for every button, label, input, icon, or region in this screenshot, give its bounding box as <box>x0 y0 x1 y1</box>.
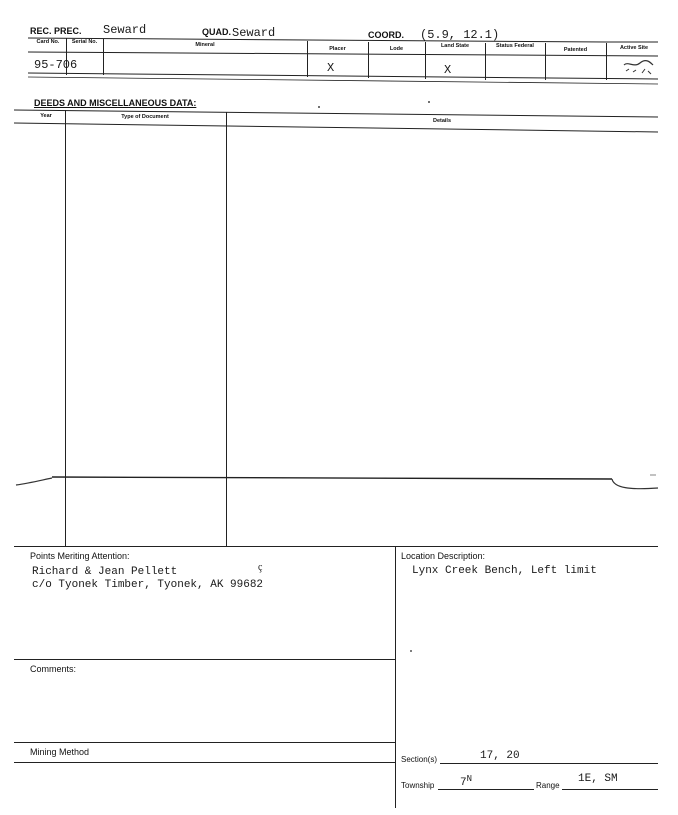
points-line-1: Richard & Jean Pellett <box>32 566 178 578</box>
points-label: Points Meriting Attention: <box>30 551 130 561</box>
col-divider <box>485 43 486 80</box>
col-divider <box>425 42 426 79</box>
bottom-section-top-rule <box>14 546 658 547</box>
scan-speck <box>410 650 412 652</box>
quad-value: Seward <box>232 26 276 40</box>
mining-bottom-rule <box>14 762 395 763</box>
location-value: Lynx Creek Bench, Left limit <box>412 565 597 577</box>
deeds-col-details: Details <box>432 118 452 124</box>
comments-label: Comments: <box>30 664 77 674</box>
township-value <box>460 774 473 789</box>
quad-label: QUAD. <box>202 27 231 37</box>
range-label: Range <box>536 781 560 790</box>
location-label: Location Description: <box>401 551 486 561</box>
col-header-patented: Patented <box>563 47 588 53</box>
bottom-center-divider <box>395 546 396 808</box>
scan-speck <box>318 106 320 108</box>
col-header-serial-no: Serial No. <box>71 39 98 45</box>
township-number: 7 <box>460 777 467 789</box>
col-header-active-site: Active Site <box>619 45 649 51</box>
card-no-value: 95-706 <box>34 58 78 72</box>
land-state-mark: X <box>444 63 452 77</box>
col-header-card-no: Card No. <box>36 39 60 45</box>
sections-underline <box>440 763 658 764</box>
township-underline <box>438 789 534 790</box>
col-header-mineral: Mineral <box>195 42 215 48</box>
sections-value: 17, 20 <box>480 750 520 762</box>
comments-rule <box>14 659 395 660</box>
deeds-col-type: Type of Document <box>121 114 169 120</box>
rec-prec-label: REC. PREC. <box>30 26 82 36</box>
township-label: Township <box>401 781 435 790</box>
rec-prec-value: Seward <box>103 23 147 37</box>
mining-rule <box>14 742 395 743</box>
range-underline <box>562 789 658 790</box>
range-value: 1E, SM <box>578 773 618 785</box>
col-header-placer: Placer <box>329 46 346 52</box>
points-line-2: c/o Tyonek Timber, Tyonek, AK 99682 <box>32 579 264 591</box>
coord-value: (5.9, 12.1) <box>420 28 500 42</box>
deeds-section-label: DEEDS AND MISCELLANEOUS DATA: <box>34 98 197 108</box>
placer-mark: X <box>327 61 335 75</box>
deeds-col-year: Year <box>40 113 52 119</box>
fold-crease <box>0 460 678 500</box>
small-mark: ç <box>258 562 263 573</box>
col-divider <box>606 43 607 80</box>
active-site-scribble <box>620 56 656 78</box>
col-header-status-federal: Status Federal <box>496 43 534 49</box>
township-direction: N <box>466 774 473 784</box>
coord-label: COORD. <box>368 30 404 40</box>
col-header-lode: Lode <box>389 46 404 52</box>
mining-method-label: Mining Method <box>30 747 90 757</box>
col-header-land-state: Land State <box>440 43 470 49</box>
sections-label: Section(s) <box>401 755 438 764</box>
scan-speck <box>428 101 430 103</box>
